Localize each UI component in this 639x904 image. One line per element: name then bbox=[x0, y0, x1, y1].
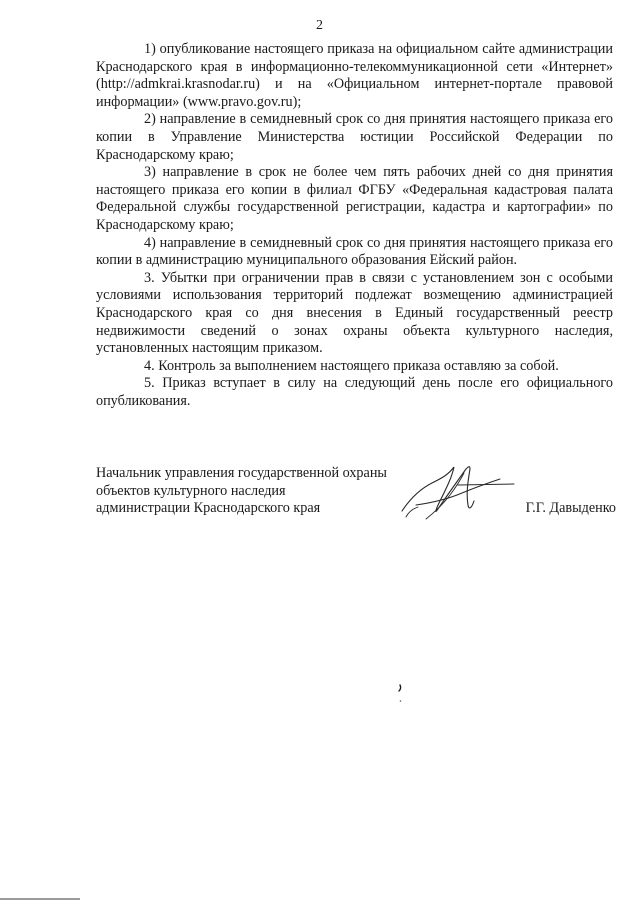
paragraph-control: 4. Контроль за выполнением настоящего приказа оставляю за собой. bbox=[144, 357, 559, 374]
paragraph-yeysk-district: 4) направление в семидневный срок со дня принятия настоящего приказа его копии в администрацию муниципального образования Ейский район. bbox=[96, 234, 613, 269]
signatory-name: Г.Г. Давыденко bbox=[525, 500, 616, 516]
signatory-position-line: объектов культурного наследия bbox=[96, 482, 286, 499]
paragraph-losses-compensation: 3. Убытки при ограничении прав в связи с установлением зон с особыми условиями использования территорий подлежат возмещению администрацией Краснодарского края со дня внесения в Единый государственный реестр недвижимости сведений о зонах охраны объекта культурного наследия, установленных настоящим приказом. bbox=[96, 269, 613, 357]
paragraph-entry-into-force: 5. Приказ вступает в силу на следующий день после его официального опубликования. bbox=[96, 375, 613, 409]
signatory-position bbox=[96, 465, 387, 518]
paragraph-ministry-justice: 2) направление в семидневный срок со дня принятия настоящего приказа его копии в Управление Министерства юстиции Российской Федерации по Краснодарскому краю; bbox=[96, 111, 613, 163]
signatory-position-line: Начальник управления государственной охраны bbox=[96, 465, 387, 481]
signature-block bbox=[96, 465, 616, 525]
handwritten-signature bbox=[396, 459, 516, 521]
page-number: 2 bbox=[316, 18, 323, 33]
scan-edge-mark bbox=[0, 898, 80, 900]
paragraph-publication: 1) опубликование настоящего приказа на официальном сайте администрации Краснодарского края в информационно-телекоммуникационной сети «Интернет» (http://admkrai.krasnodar.ru) и на «Официальном интернет-портале правовой информации» (www.pravo.gov.ru); bbox=[96, 41, 613, 110]
document-body bbox=[96, 41, 613, 410]
paragraph-cadastral-chamber: 3) направление в срок не более чем пять рабочих дней со дня принятия настоящего приказа его копии в филиал ФГБУ «Федеральная кадастровая палата Федеральной службы государственной регистрации, кадастра и картографии» по Краснодарскому краю; bbox=[96, 164, 613, 233]
signatory-position-line: администрации Краснодарского края bbox=[96, 500, 321, 517]
ink-mark bbox=[396, 683, 406, 705]
